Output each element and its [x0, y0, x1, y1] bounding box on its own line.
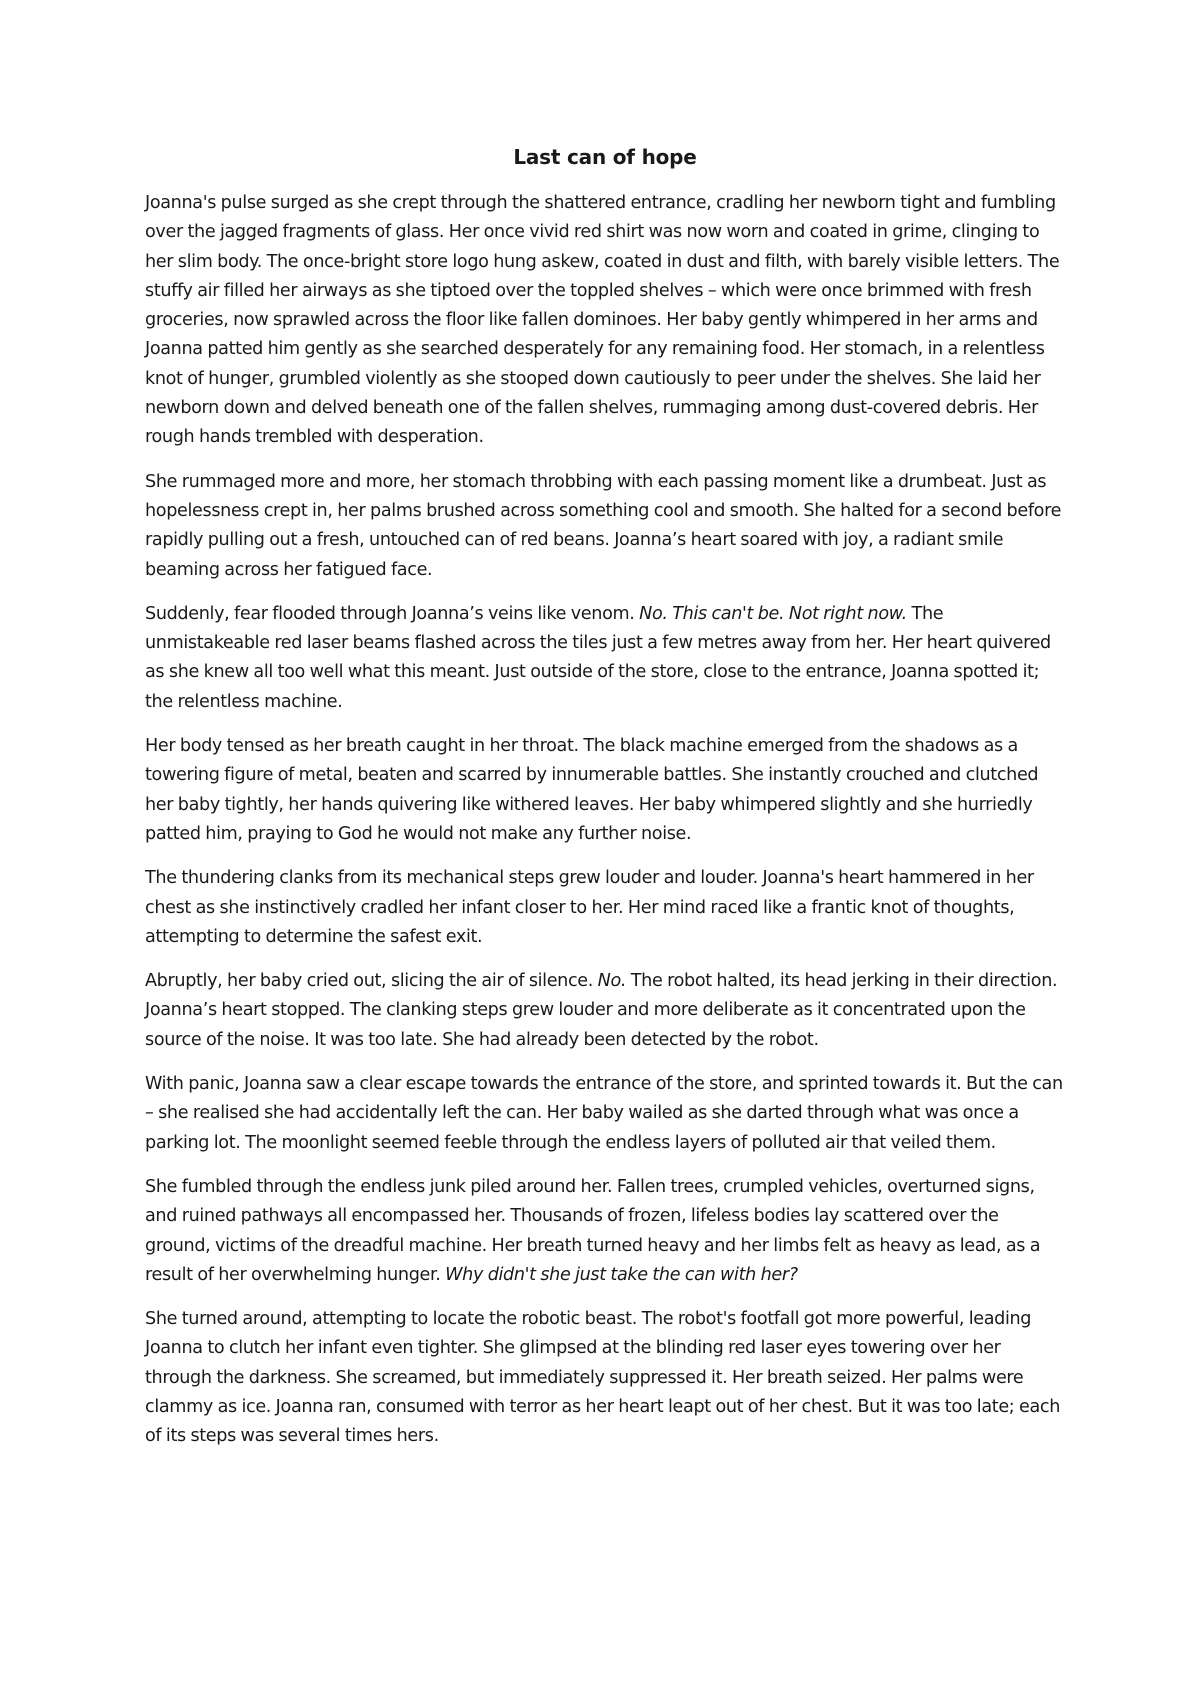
paragraph-text: The thundering clanks from its mechanical steps grew louder and louder. Joanna's heart hammered in her chest as she instinctively cradled her infant closer to her. Her mind raced like a frantic knot of thoughts, attempting to determine the safest exit. [145, 868, 1034, 947]
paragraph-text: She rummaged more and more, her stomach throbbing with each passing moment like a drumbeat. Just as hopelessness crept in, her palms brushed across something cool and smooth. She halted for a second before rapidly pulling out a fresh, untouched can of red beans. Joanna’s heart soared with joy, a radiant smile beaming across her fatigued face. [145, 471, 1062, 580]
paragraph [145, 189, 1065, 453]
paragraph-italic-text: No. [597, 971, 627, 992]
paragraph [145, 864, 1065, 952]
paragraph-text: She turned around, attempting to locate the robotic beast. The robot's footfall got more powerful, leading Joanna to clutch her infant even tighter. She glimpsed at the blinding red laser eyes towering over her through the darkness. She screamed, but immediately suppressed it. Her breath seized. Her palms were clammy as ice. Joanna ran, consumed with terror as her heart leapt out of her chest. But it was too late; each of its steps was several times hers. [145, 1309, 1061, 1447]
paragraph [145, 468, 1065, 585]
paragraph [145, 967, 1065, 1055]
paragraph [145, 600, 1065, 717]
paragraph [145, 732, 1065, 849]
document-body [145, 143, 1065, 1467]
paragraph-italic-text: Why didn't she just take the can with her? [445, 1264, 798, 1285]
paragraph [145, 1305, 1065, 1451]
paragraph-text: Abruptly, her baby cried out, slicing the air of silence. [145, 971, 598, 992]
paragraph-text: She fumbled through the endless junk piled around her. Fallen trees, crumpled vehicles, overturned signs, and ruined pathways all encompassed her. Thousands of frozen, lifeless bodies lay scattered over the ground, victims of the dreadful machine. Her breath turned heavy and her limbs felt as heavy as lead, as a result of her overwhelming hunger. [145, 1176, 1041, 1285]
paragraph-text: The robot halted, its head jerking in their direction. Joanna’s heart stopped. The clanking steps grew louder and more deliberate as it concentrated upon the source of the noise. It was too late. She had already been detected by the robot. [145, 971, 1058, 1050]
paragraph [145, 1070, 1065, 1158]
paragraph-text: Suddenly, fear flooded through Joanna’s veins like venom. [145, 603, 640, 624]
paragraph-text: Her body tensed as her breath caught in her throat. The black machine emerged from the shadows as a towering figure of metal, beaten and scarred by innumerable battles. She instantly crouched and clutched her baby tightly, her hands quivering like withered leaves. Her baby whimpered slightly and she hurriedly patted him, praying to God he would not make any further noise. [145, 736, 1039, 844]
paragraph-text: Joanna's pulse surged as she crept through the shattered entrance, cradling her newborn tight and fumbling over the jagged fragments of glass. Her once vivid red shirt was now worn and coated in grime, clinging to her slim body. The once-bright store logo hung askew, coated in dust and filth, with barely visible letters. The stuffy air filled her airways as she tiptoed over the toppled shelves – which were once brimmed with fresh groceries, now sprawled across the floor like fallen dominoes. Her baby gently whimpered in her arms and Joanna patted him gently as she searched desperately for any remaining food. Her stomach, in a relentless knot of hunger, grumbled violently as she stooped down cautiously to peer under the shelves. She laid her newborn down and delved beneath one of the fallen shelves, rummaging among dust-covered debris. Her rough hands trembled with desperation. [145, 193, 1060, 448]
paragraph-text: The unmistakeable red laser beams flashed across the tiles just a few metres away from her. Her heart quivered as she knew all too well what this meant. Just outside of the store, close to the entrance, Joanna spotted it; the relentless machine. [145, 603, 1051, 712]
paragraph [145, 1173, 1065, 1290]
paragraph-text: With panic, Joanna saw a clear escape towards the entrance of the store, and sprinted towards it. But the can – she realised she had accidentally left the can. Her baby wailed as she darted through what was once a parking lot. The moonlight seemed feeble through the endless layers of polluted air that veiled them. [145, 1074, 1063, 1153]
document-title: Last can of hope [513, 145, 697, 169]
paragraph-italic-text: No. This can't be. Not right now. [639, 603, 907, 624]
